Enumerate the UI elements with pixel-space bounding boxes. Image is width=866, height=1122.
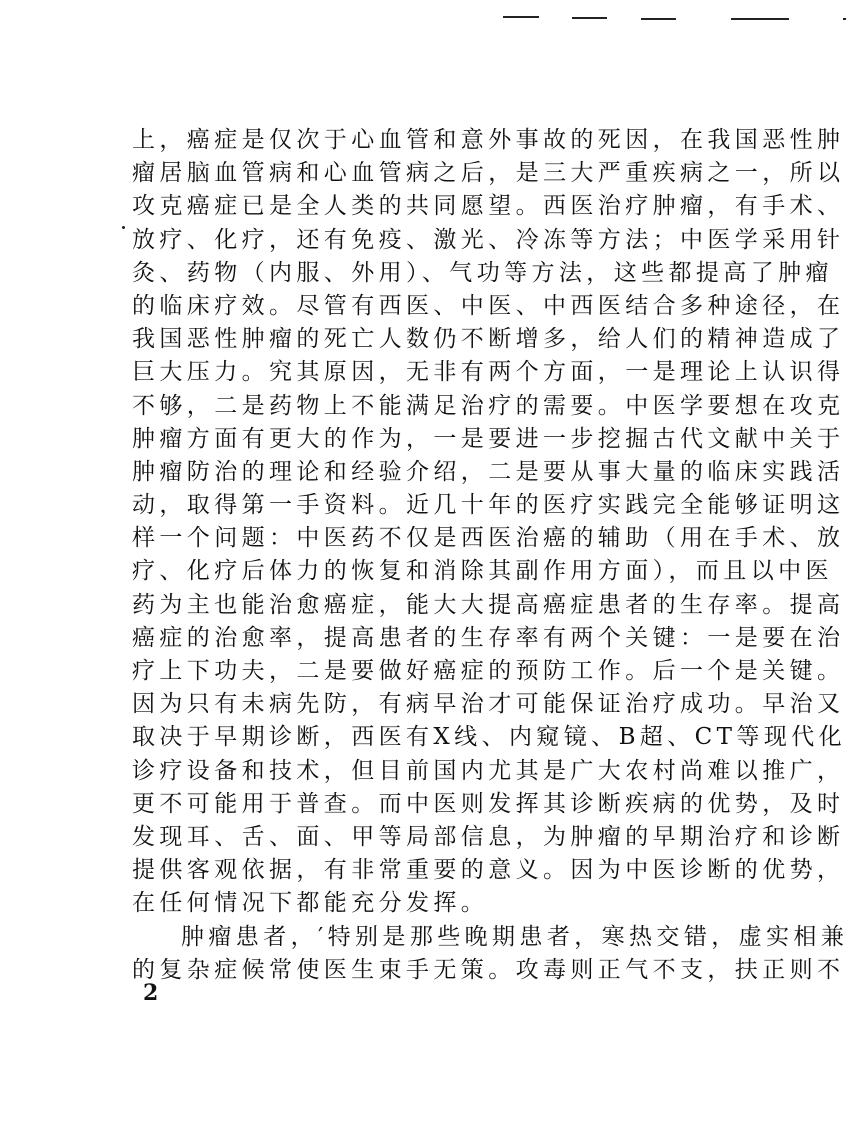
text-line: 攻克癌症已是全人类的共同愿望。西医治疗肿瘤，有手术、 xyxy=(132,193,845,220)
text-line: 不够，二是药物上不能满足治疗的需要。中医学要想在攻克 xyxy=(132,392,845,419)
text-line: 药为主也能治愈癌症，能大大提高癌症患者的生存率。提高 xyxy=(132,591,845,618)
text-line: 巨大压力。究其原因，无非有两个方面，一是理论上认识得 xyxy=(132,359,845,386)
text-line: 的临床疗效。尽管有西医、中医、中西医结合多种途径，在 xyxy=(132,292,845,319)
margin-speck xyxy=(122,226,125,229)
text-line: 肿瘤方面有更大的作为，一是要进一步挖掘古代文献中关于 xyxy=(132,425,845,452)
text-line: 放疗、化疗，还有免疫、激光、冷冻等方法；中医学采用针 xyxy=(132,226,845,253)
text-line: 动，取得第一手资料。近几十年的医疗实践完全能够证明这 xyxy=(132,492,845,519)
text-line: 在任何情况下都能充分发挥。 xyxy=(132,890,489,917)
text-line: 灸、药物（内服、外用）、气功等方法，这些都提高了肿瘤 xyxy=(132,259,833,286)
page-number: 2 xyxy=(143,980,159,1006)
text-line: 因为只有未病先防，有病早治才可能保证治疗成功。早治又 xyxy=(132,691,845,718)
header-rule-3 xyxy=(641,18,676,20)
text-line: 上，癌症是仅次于心血管和意外事故的死因，在我国恶性肿 xyxy=(132,127,845,153)
text-line: 发现耳、舌、面、甲等局部信息，为肿瘤的早期治疗和诊断 xyxy=(132,823,845,850)
text-line: 更不可能用于普查。而中医则发挥其诊断疾病的优势，及时 xyxy=(132,790,845,817)
text-line: 取决于早期诊断，西医有X线、内窥镜、B超、CT等现代化 xyxy=(132,724,847,751)
text-line: 提供客观依据，有非常重要的意义。因为中医诊断的优势， xyxy=(132,857,845,884)
text-line: 样一个问题：中医药不仅是西医治癌的辅助（用在手术、放 xyxy=(132,525,845,552)
paragraph-start-line: 肿瘤患者，′特别是那些晚期患者，寒热交错，虚实相兼 xyxy=(181,923,849,950)
text-line: 我国恶性肿瘤的死亡人数仍不断增多，给人们的精神造成了 xyxy=(132,326,845,353)
text-line: 瘤居脑血管病和心血管病之后，是三大严重疾病之一，所以 xyxy=(132,160,845,187)
header-rule-2 xyxy=(572,17,607,19)
text-line: 诊疗设备和技术，但目前国内尤其是广大农村尚难以推广， xyxy=(132,757,845,784)
text-line: 疗上下功夫，二是要做好癌症的预防工作。后一个是关键。 xyxy=(132,658,845,684)
header-rule-1 xyxy=(503,16,539,18)
header-dot xyxy=(843,18,846,20)
text-line: 疗、化疗后体力的恢复和消除其副作用方面），而且以中医 xyxy=(132,558,833,585)
text-line: 癌症的治愈率，提高患者的生存率有两个关键：一是要在治 xyxy=(132,624,845,651)
header-rule-4 xyxy=(731,18,789,20)
text-line: 的复杂症候常使医生束手无策。攻毒则正气不支，扶正则不 xyxy=(132,956,845,983)
text-line: 肿瘤防治的理论和经验介绍，二是要从事大量的临床实践活 xyxy=(132,458,845,485)
body-text xyxy=(132,124,849,987)
